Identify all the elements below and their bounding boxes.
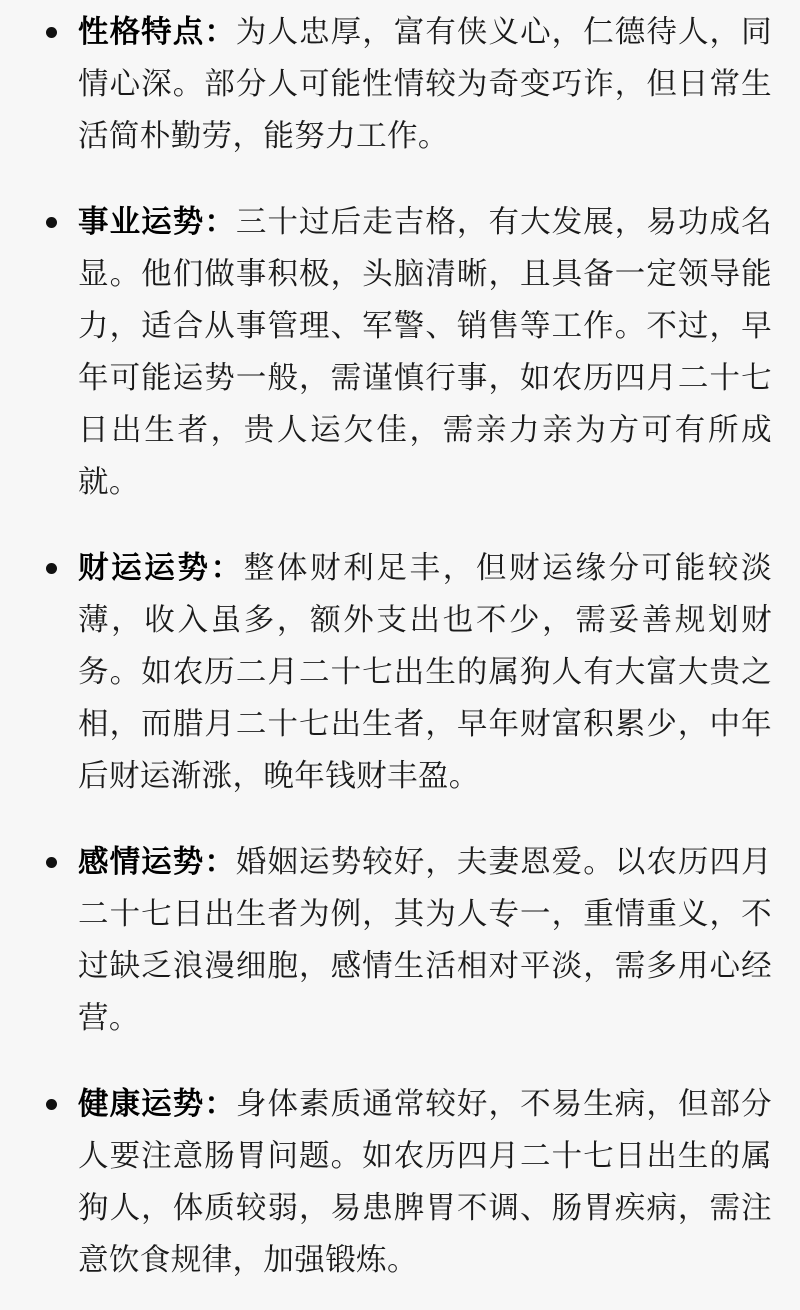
- list-item-label: 财运运势: [78, 551, 211, 585]
- list-item-label: 健康运势: [78, 1087, 205, 1121]
- list-item: [24, 542, 772, 802]
- list-item-text: 为人忠厚，富有侠义心，仁德待人，同情心深。部分人可能性情较为奇变巧诈，但日常生活简朴勤劳，能努力工作。: [78, 15, 772, 153]
- list-item-label: 事业运势: [78, 205, 205, 239]
- list-item: [24, 6, 772, 162]
- list-item-text: 婚姻运势较好，夫妻恩爱。以农历四月二十七日出生者为例，其为人专一，重情重义，不过缺乏浪漫细胞，感情生活相对平淡，需多用心经营。: [78, 845, 772, 1035]
- list-item-text: 三十过后走吉格，有大发展，易功成名显。他们做事积极，头脑清晰，且具备一定领导能力，适合从事管理、军警、销售等工作。不过，早年可能运势一般，需谨慎行事，如农历四月二十七日出生者，贵人运欠佳，需亲力亲为方可有所成就。: [78, 205, 772, 499]
- list-item-separator: ：: [210, 551, 244, 585]
- document-page: [0, 6, 800, 1310]
- bullet-dot-icon: [46, 27, 57, 38]
- bullet-dot-icon: [46, 563, 57, 574]
- list-item: [24, 196, 772, 508]
- list-item: [24, 836, 772, 1044]
- list-item-text: 身体素质通常较好，不易生病，但部分人要注意肠胃问题。如农历四月二十七日出生的属狗人，体质较弱，易患脾胃不调、肠胃疾病，需注意饮食规律，加强锻炼。: [78, 1087, 772, 1277]
- fortune-section-list: [24, 6, 772, 1310]
- list-item-separator: ：: [204, 845, 236, 879]
- list-item-separator: ：: [204, 15, 236, 49]
- bullet-dot-icon: [46, 857, 57, 868]
- list-item-separator: ：: [204, 1087, 236, 1121]
- list-item: [24, 1078, 772, 1310]
- list-item-separator: ：: [204, 205, 236, 239]
- list-item-label: 性格特点: [78, 15, 205, 49]
- list-item-text: 整体财利足丰，但财运缘分可能较淡薄，收入虽多，额外支出也不少，需妥善规划财务。如农历二月二十七出生的属狗人有大富大贵之相，而腊月二十七出生者，早年财富积累少，中年后财运渐涨，晚年钱财丰盈。: [78, 551, 772, 793]
- list-item-label: 感情运势: [78, 845, 205, 879]
- bullet-dot-icon: [46, 217, 57, 228]
- bullet-dot-icon: [46, 1099, 57, 1110]
